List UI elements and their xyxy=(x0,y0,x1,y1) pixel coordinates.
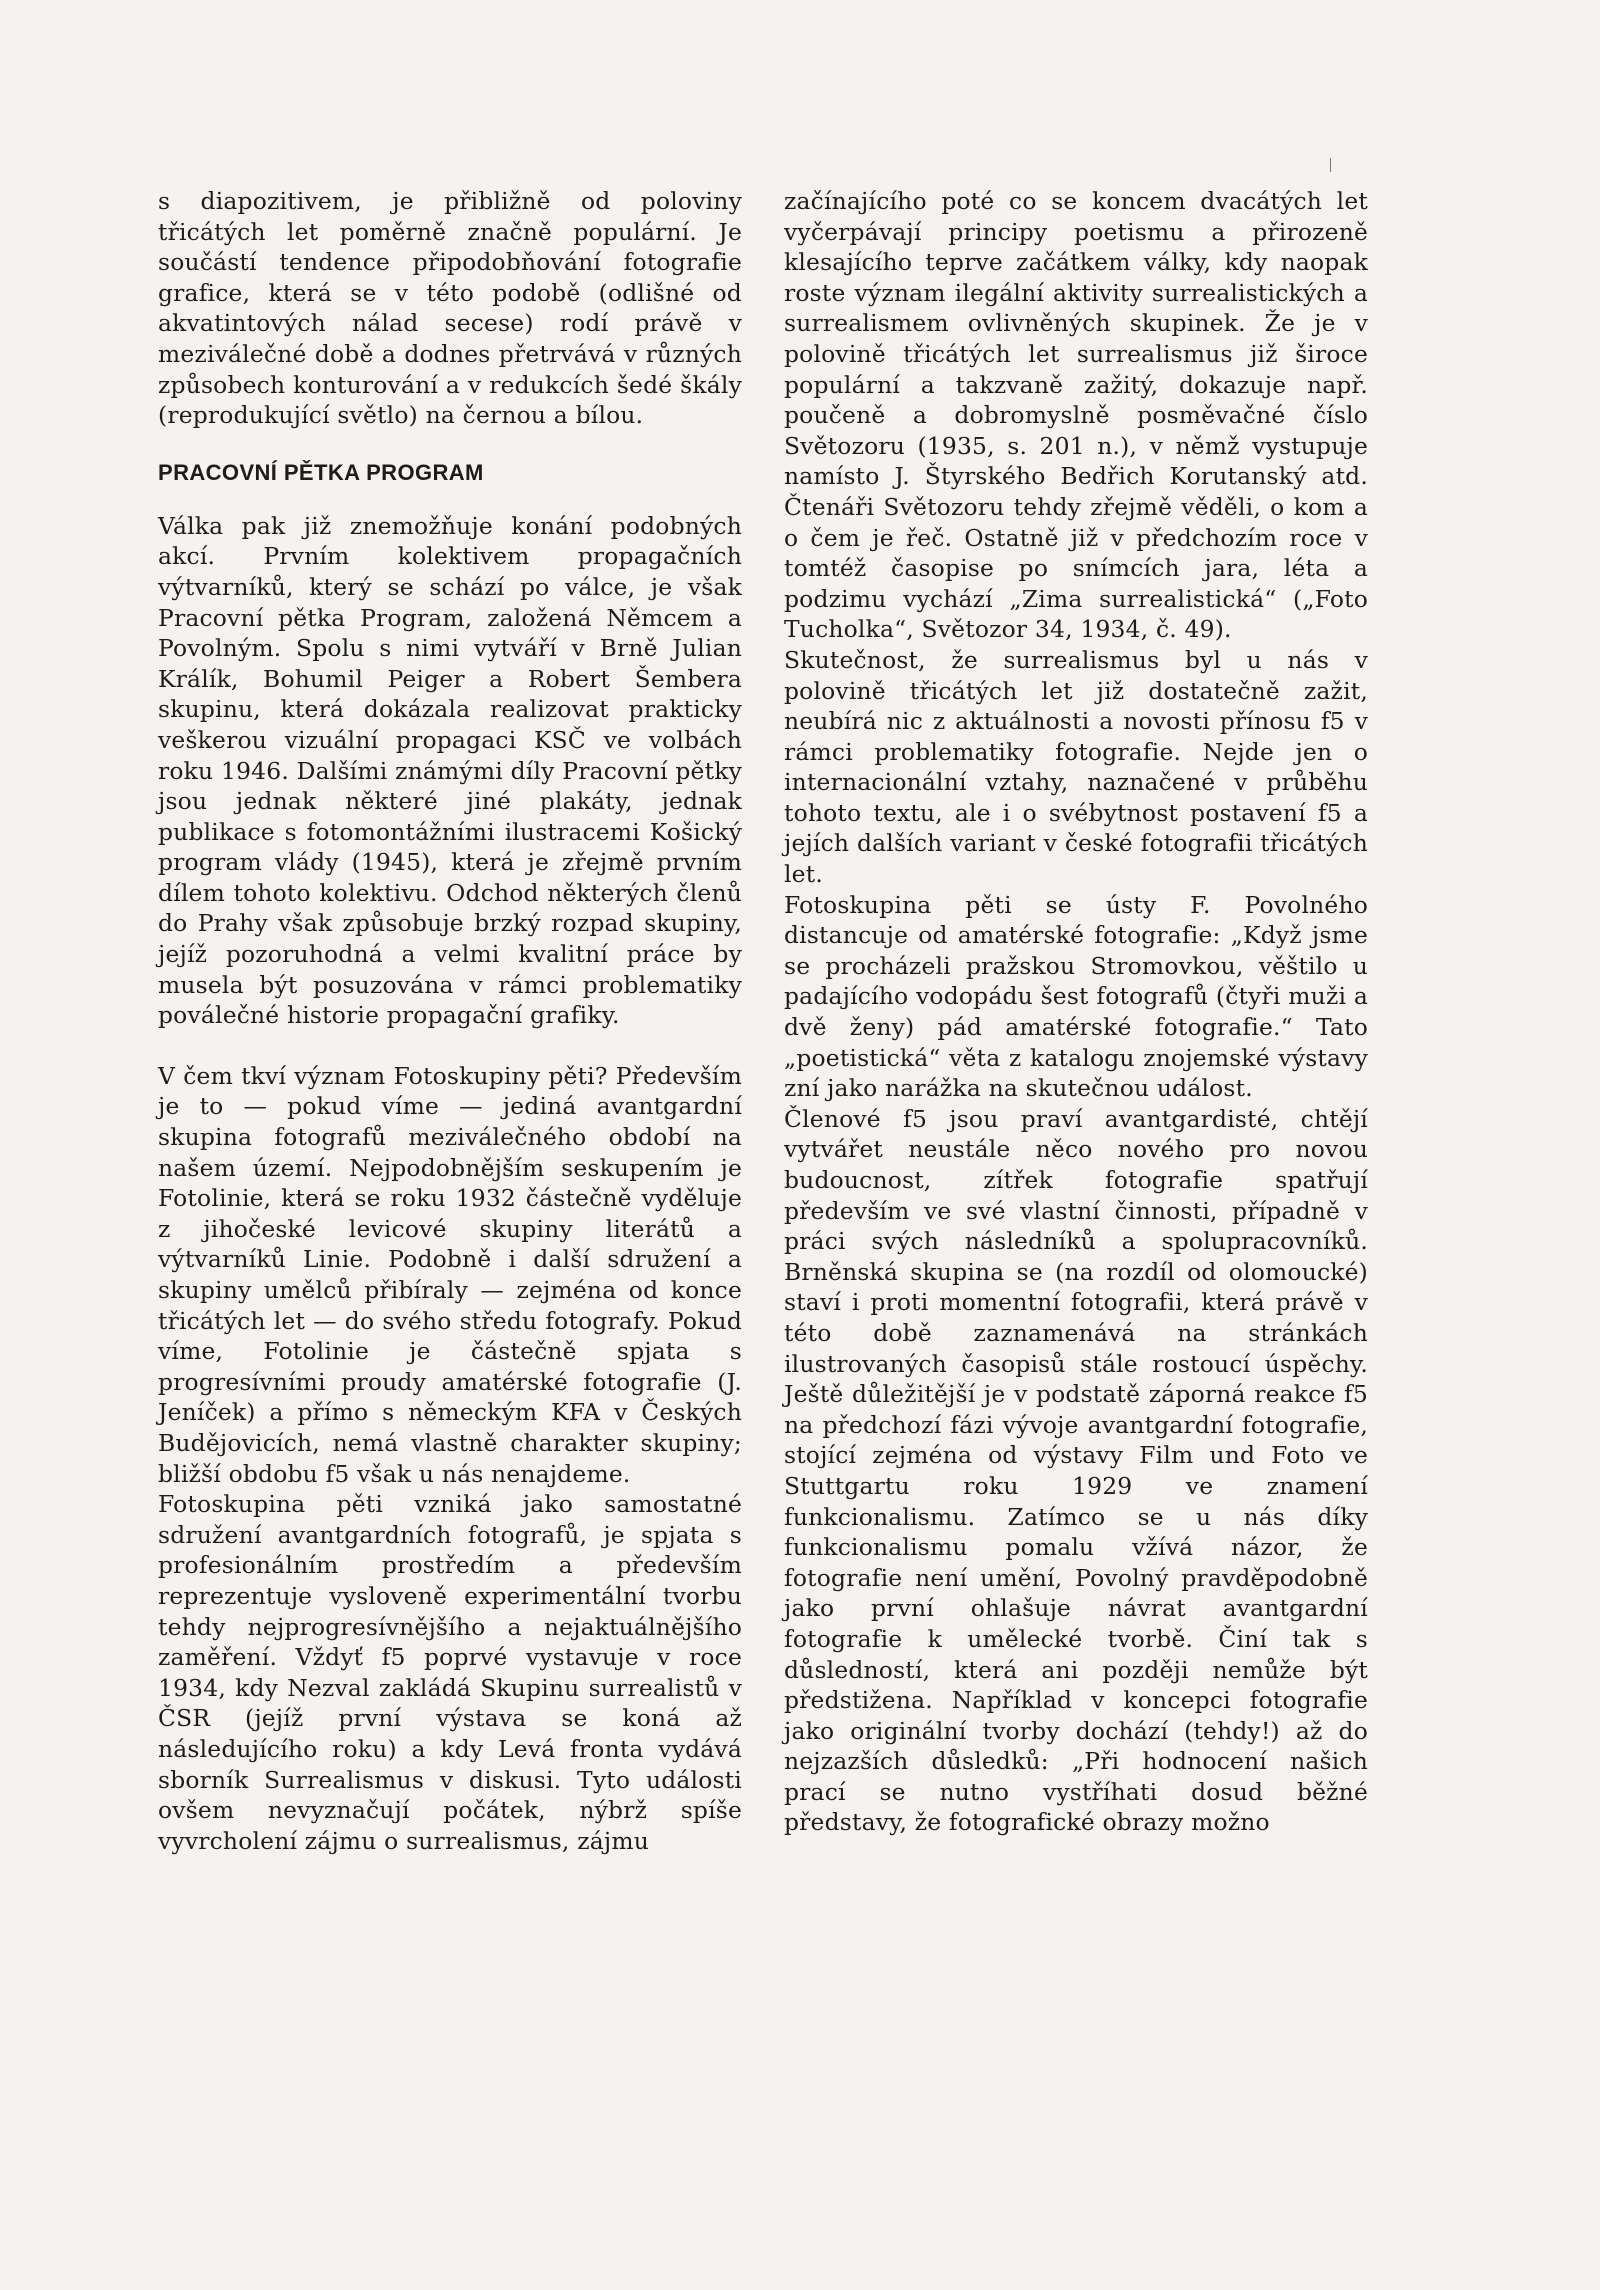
paragraph: Členové f5 jsou praví avantgardisté, chtějí vytvářet neustále něco nového pro novou budoucnost, zítřek fotografie spatřují především ve své vlastní činnosti, případně v práci svých následníků a spolupracovníků. Brněnská skupina se (na rozdíl od olomoucké) staví i proti momentní fotografii, která právě v této době zaznamenává na stránkách ilustrovaných časopisů stále rostoucí úspěchy. Ještě důležitější je v podstatě záporná reakce f5 na předchozí fázi vývoje avantgardní fotografie, stojící zejména od výstavy Film und Foto ve Stuttgartu roku 1929 ve znamení funkcionalismu. Zatímco se u nás díky funkcionalismu pomalu vžívá názor, že fotografie není umění, Povolný pravděpodobně jako první ohlašuje návrat avantgardní fotografie k umělecké tvorbě. Činí tak s důsledností, která ani později nemůže být předstižena. Například v koncepci fotografie jako originální tvorby dochází (tehdy!) až do nejzazších důsledků: „Při hodnocení našich prací se nutno vystříhati dosud běžné představy, že fotografické obrazy možno xyxy=(784,1104,1368,1837)
page-mark xyxy=(1330,158,1331,172)
section-heading: PRACOVNÍ PĚTKA PROGRAM xyxy=(158,459,484,485)
paragraph: V čem tkví význam Fotoskupiny pěti? Především je to — pokud víme — jediná avantgardní skupina fotografů meziválečného období na našem území. Nejpodobnějším seskupením je Fotolinie, která se roku 1932 částečně vyděluje z jihočeské levicové skupiny literátů a výtvarníků Linie. Podobně i další sdružení a skupiny umělců přibíraly — zejména od konce třicátých let — do svého středu fotografy. Pokud víme, Fotolinie je částečně spjata s progresívními proudy amatérské fotografie (J. Jeníček) a přímo s německým KFA v Českých Budějovicích, nemá vlastně charakter skupiny; bližší obdobu f5 však u nás nenajdeme. xyxy=(158,1061,742,1488)
paragraph: Fotoskupina pěti vzniká jako samostatné sdružení avantgardních fotografů, je spjata s profesionálním prostředím a především reprezentuje vysloveně experimentální tvorbu tehdy nejprogresívnějšího a nejaktuálnějšího zaměření. Vždyť f5 poprvé vystavuje v roce 1934, kdy Nezval zakládá Skupinu surrealistů v ČSR (jejíž první výstava se koná až následujícího roku) a kdy Levá fronta vydává sborník Surrealismus v diskusi. Tyto události ovšem nevyznačují počátek, nýbrž spíše vyvrcholení zájmu o surrealismus, zájmu xyxy=(158,1490,742,1855)
paragraph: Fotoskupina pěti se ústy F. Povolného distancuje od amatérské fotografie: „Když jsme se procházeli pražskou Stromovkou, věštilo u padajícího vodopádu šest fotografů (čtyři muži a dvě ženy) pád amatérské fotografie.“ Tato „poetistická“ věta z katalogu znojemské výstavy zní jako narážka na skutečnou událost. xyxy=(784,890,1368,1103)
paragraph: s diapozitivem, je přibližně od poloviny třicátých let poměrně značně populární. Je součástí tendence připodobňování fotografie grafice, která se v této podobě (odlišné od akvatintových nálad secese) rodí právě v meziválečné době a dodnes přetrvává v různých způsobech konturování a v redukcích šedé škály (reprodukující světlo) na černou a bílou. xyxy=(158,187,742,430)
paragraph: Válka pak již znemožňuje konání podobných akcí. Prvním kolektivem propagačních výtvarníků, který se schází po válce, je však Pracovní pětka Program, založená Němcem a Povolným. Spolu s nimi vytváří v Brně Julian Králík, Bohumil Peiger a Robert Šembera skupinu, která dokázala realizovat prakticky veškerou vizuální propagaci KSČ ve volbách roku 1946. Dalšími známými díly Pracovní pětky jsou jednak některé jiné plakáty, jednak publikace s fotomontážními ilustracemi Košický program vlády (1945), která je zřejmě prvním dílem tohoto kolektivu. Odchod některých členů do Prahy však způsobuje brzký rozpad skupiny, jejíž pozoruhodná a velmi kvalitní práce by musela být posuzována v rámci problematiky poválečné historie propagační grafiky. xyxy=(158,511,742,1030)
left-column xyxy=(158,186,742,1856)
paragraph: Skutečnost, že surrealismus byl u nás v polovině třicátých let již dostatečně zažit, neubírá nic z aktuálnosti a novosti přínosu f5 v rámci problematiky fotografie. Nejde jen o internacionální vztahy, naznačené v průběhu tohoto textu, ale i o svébytnost postavení f5 a jejích dalších variant v české fotografii třicátých let. xyxy=(784,645,1368,889)
right-column xyxy=(784,186,1368,1838)
paragraph: začínajícího poté co se koncem dvacátých let vyčerpávají principy poetismu a přirozeně klesajícího teprve začátkem války, kdy naopak roste význam ilegální aktivity surrealistických a surrealismem ovlivněných skupinek. Že je v polovině třicátých let surrealismus již široce populární a takzvaně zažitý, dokazuje např. poučeně a dobromyslně posměvačné číslo Světozoru (1935, s. 201 n.), v němž vystupuje namísto J. Štyrského Bedřich Korutanský atd. Čtenáři Světozoru tehdy zřejmě věděli, o kom a o čem je řeč. Ostatně již v předchozím roce v tomtéž časopise po snímcích jara, léta a podzimu vychází „Zima surrealistická“ („Foto Tucholka“, Světozor 34, 1934, č. 49). xyxy=(784,187,1368,644)
